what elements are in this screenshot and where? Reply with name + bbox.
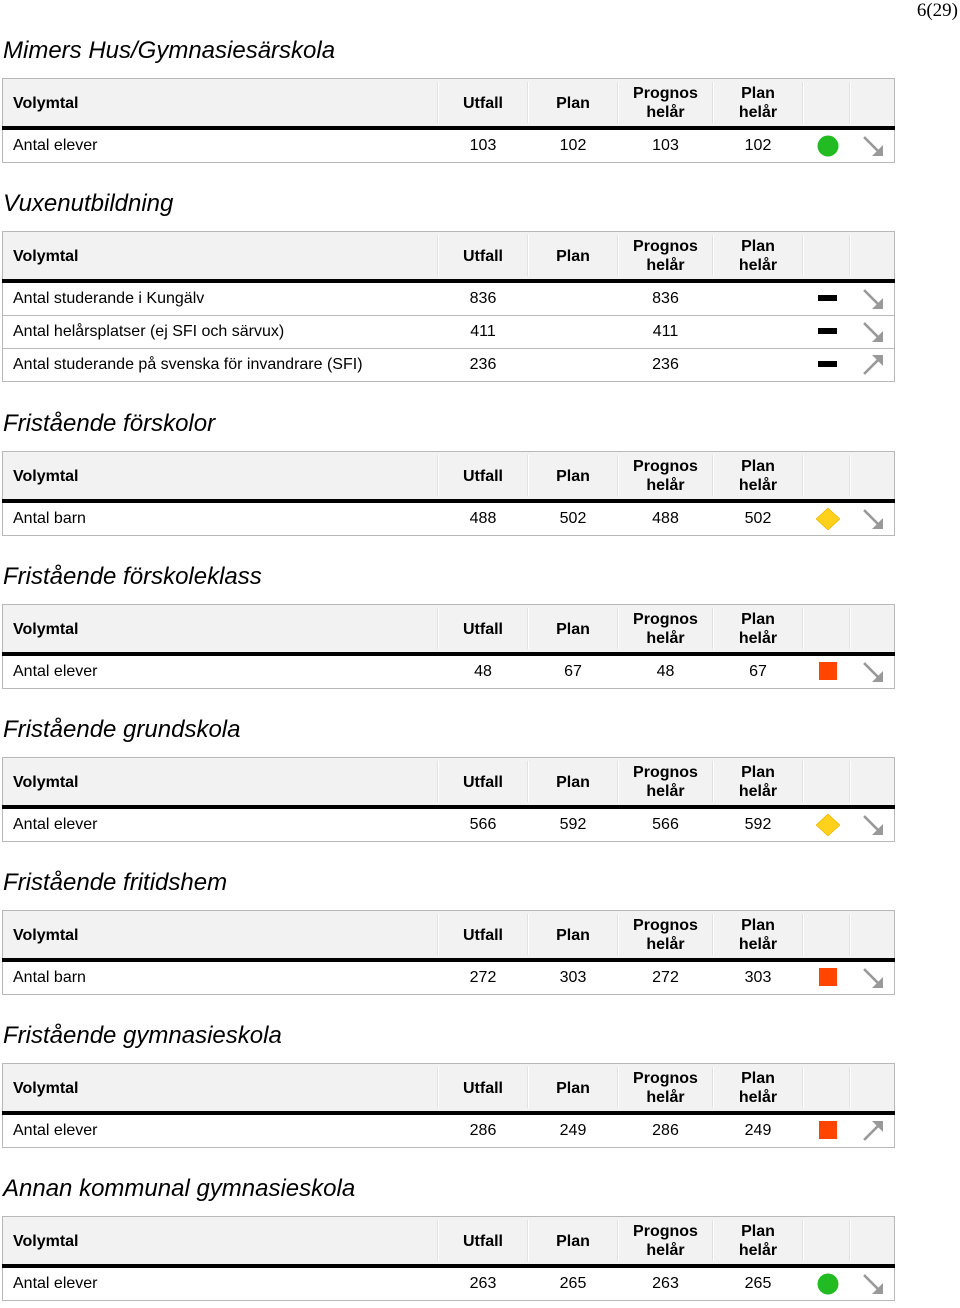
header-line: Plan	[741, 1223, 775, 1240]
row-utfall: 488	[469, 510, 497, 527]
status-red-square-icon	[816, 967, 840, 989]
arrow-up-right-icon	[861, 1120, 885, 1142]
row-name: Antal elever	[13, 1122, 98, 1139]
header-plan: Plan	[556, 620, 590, 638]
row-utfall: 236	[469, 356, 497, 373]
page-number: 6(29)	[916, 0, 958, 21]
row-plan: 303	[559, 969, 587, 986]
arrow-down-right-icon	[861, 814, 885, 836]
row-utfall: 48	[474, 663, 492, 680]
header-utfall: Utfall	[463, 773, 503, 791]
table-row	[2, 316, 895, 349]
row-name: Antal helårsplatser (ej SFI och särvux)	[13, 323, 285, 340]
header-line: helår	[738, 257, 778, 274]
header-line: helår	[646, 1242, 685, 1259]
row-utfall: 566	[469, 816, 497, 833]
header-plan-helar-lines	[739, 1069, 777, 1107]
header-volymtal: Volymtal	[13, 620, 79, 638]
header-line: helår	[646, 104, 685, 121]
row-name: Antal barn	[13, 969, 86, 986]
header-volymtal: Volymtal	[13, 1079, 79, 1097]
column-divider	[712, 235, 714, 276]
column-divider	[527, 1220, 529, 1261]
row-trend	[861, 354, 885, 376]
table-row	[2, 809, 895, 842]
status-green-circle-icon	[816, 135, 840, 157]
header-prognos-helar	[618, 1217, 713, 1265]
status-red-square-icon	[816, 661, 840, 683]
arrow-up-right-icon	[861, 354, 885, 376]
row-utfall: 286	[469, 1122, 497, 1139]
header-line: Prognos	[633, 917, 698, 934]
header-prognos-helar	[618, 232, 713, 280]
row-plan	[528, 316, 618, 348]
column-divider	[849, 1220, 851, 1261]
row-name: Antal elever	[13, 663, 98, 680]
arrow-down-right-icon	[861, 967, 885, 989]
section-title: Mimers Hus/Gymnasiesärskola	[3, 37, 336, 64]
row-trend	[861, 1120, 885, 1142]
column-divider	[437, 914, 439, 955]
header-plan: Plan	[556, 1232, 590, 1250]
column-divider	[712, 761, 714, 802]
row-plan	[528, 349, 618, 381]
volume-table	[2, 1216, 895, 1301]
table-row	[2, 656, 895, 689]
row-plan-helar: 303	[744, 969, 772, 986]
header-line: Plan	[741, 1070, 775, 1087]
column-divider	[437, 1067, 439, 1108]
header-line: Prognos	[633, 458, 698, 475]
status-dash-icon	[816, 354, 840, 376]
header-plan-helar	[713, 911, 803, 959]
header-line: helår	[738, 1089, 778, 1106]
header-plan-helar	[713, 605, 803, 653]
arrow-down-right-icon	[861, 288, 885, 310]
header-utfall: Utfall	[463, 620, 503, 638]
volume-table	[2, 757, 895, 842]
header-plan-helar-lines	[739, 237, 777, 275]
section-title: Vuxenutbildning	[3, 190, 174, 217]
row-prognos: 236	[652, 356, 679, 373]
column-divider	[712, 1067, 714, 1108]
header-volymtal: Volymtal	[13, 94, 79, 112]
column-divider	[849, 455, 851, 496]
row-trend	[861, 508, 885, 530]
arrow-down-right-icon	[861, 1273, 885, 1295]
row-plan-helar: 102	[744, 137, 772, 154]
arrow-down-right-icon	[861, 135, 885, 157]
header-plan: Plan	[556, 773, 590, 791]
column-divider	[712, 82, 714, 123]
header-utfall: Utfall	[463, 94, 503, 112]
header-line: helår	[646, 1089, 685, 1106]
row-plan: 102	[559, 137, 587, 154]
row-plan-helar: 502	[744, 510, 772, 527]
status-dash-icon	[816, 321, 840, 343]
section-title: Fristående gymnasieskola	[3, 1022, 282, 1049]
row-status	[816, 661, 840, 683]
column-divider	[527, 761, 529, 802]
header-plan-helar	[713, 452, 803, 500]
header-line: helår	[738, 1242, 778, 1259]
header-plan: Plan	[556, 926, 590, 944]
header-line: Plan	[741, 764, 775, 781]
status-red-square-icon	[816, 1120, 840, 1142]
row-status	[816, 321, 840, 343]
volume-table	[2, 910, 895, 995]
column-divider	[437, 761, 439, 802]
row-plan: 502	[559, 510, 587, 527]
row-status	[816, 135, 840, 157]
header-prognos-helar	[618, 758, 713, 806]
column-divider	[712, 608, 714, 649]
row-status	[816, 814, 840, 836]
header-line: helår	[646, 477, 685, 494]
table-row	[2, 349, 895, 382]
status-dash-icon	[816, 288, 840, 310]
table-row	[2, 1268, 895, 1301]
header-line: helår	[738, 630, 778, 647]
column-divider	[849, 235, 851, 276]
status-yellow-diamond-icon	[816, 814, 840, 836]
column-divider	[617, 1067, 619, 1108]
header-volymtal: Volymtal	[13, 926, 79, 944]
header-prognos-helar	[618, 911, 713, 959]
header-line: Prognos	[633, 1223, 698, 1240]
row-status	[816, 508, 840, 530]
header-prognos-lines	[633, 916, 698, 954]
row-prognos: 286	[652, 1122, 679, 1139]
row-status	[816, 354, 840, 376]
row-utfall: 263	[469, 1275, 497, 1292]
column-divider	[617, 235, 619, 276]
header-volymtal: Volymtal	[13, 1232, 79, 1250]
header-plan: Plan	[556, 247, 590, 265]
table-header	[2, 1063, 895, 1111]
column-divider	[617, 455, 619, 496]
header-plan-helar	[713, 758, 803, 806]
section-title: Fristående förskoleklass	[3, 563, 262, 590]
row-plan-helar	[713, 349, 803, 381]
column-divider	[802, 914, 804, 955]
column-divider	[437, 82, 439, 123]
column-divider	[802, 1220, 804, 1261]
column-divider	[617, 1220, 619, 1261]
table-header	[2, 451, 895, 499]
row-trend	[861, 321, 885, 343]
column-divider	[527, 1067, 529, 1108]
header-line: helår	[646, 257, 685, 274]
section-title: Annan kommunal gymnasieskola	[3, 1175, 356, 1202]
volume-table	[2, 451, 895, 536]
header-line: Prognos	[633, 238, 698, 255]
row-prognos: 103	[652, 137, 679, 154]
header-line: helår	[738, 783, 778, 800]
row-name: Antal barn	[13, 510, 86, 527]
header-prognos-lines	[633, 457, 698, 495]
header-plan-helar	[713, 232, 803, 280]
header-utfall: Utfall	[463, 1079, 503, 1097]
column-divider	[527, 608, 529, 649]
table-header	[2, 1216, 895, 1264]
header-line: helår	[738, 104, 778, 121]
header-prognos-helar	[618, 452, 713, 500]
table-row	[2, 962, 895, 995]
row-plan: 265	[559, 1275, 587, 1292]
header-volymtal: Volymtal	[13, 467, 79, 485]
header-line: Plan	[741, 238, 775, 255]
header-prognos-helar	[618, 79, 713, 127]
header-plan-helar-lines	[739, 916, 777, 954]
header-prognos-helar	[618, 605, 713, 653]
row-trend	[861, 967, 885, 989]
column-divider	[712, 914, 714, 955]
header-line: Prognos	[633, 85, 698, 102]
row-utfall: 272	[469, 969, 497, 986]
header-utfall: Utfall	[463, 926, 503, 944]
row-plan-helar: 592	[744, 816, 772, 833]
header-prognos-lines	[633, 84, 698, 122]
header-plan: Plan	[556, 94, 590, 112]
header-plan-helar	[713, 1217, 803, 1265]
column-divider	[802, 82, 804, 123]
row-utfall: 103	[469, 137, 497, 154]
row-plan	[528, 283, 618, 315]
table-row	[2, 503, 895, 536]
header-plan-helar-lines	[739, 763, 777, 801]
row-utfall: 836	[469, 290, 497, 307]
row-trend	[861, 1273, 885, 1295]
row-trend	[861, 661, 885, 683]
column-divider	[527, 455, 529, 496]
row-status	[816, 1120, 840, 1142]
row-utfall: 411	[470, 323, 496, 340]
table-header	[2, 78, 895, 126]
row-name: Antal studerande i Kungälv	[13, 290, 205, 307]
row-plan: 249	[559, 1122, 587, 1139]
row-status	[816, 1273, 840, 1295]
row-name: Antal elever	[13, 137, 98, 154]
section-title: Fristående fritidshem	[3, 869, 228, 896]
row-name: Antal elever	[13, 1275, 98, 1292]
volume-table	[2, 604, 895, 689]
column-divider	[849, 82, 851, 123]
header-line: Prognos	[633, 611, 698, 628]
row-status	[816, 967, 840, 989]
table-row	[2, 1115, 895, 1148]
header-line: helår	[646, 783, 685, 800]
column-divider	[802, 1067, 804, 1108]
header-line: Prognos	[633, 764, 698, 781]
header-line: helår	[738, 936, 778, 953]
column-divider	[802, 455, 804, 496]
header-line: Prognos	[633, 1070, 698, 1087]
column-divider	[849, 761, 851, 802]
row-prognos: 566	[652, 816, 679, 833]
column-divider	[437, 608, 439, 649]
section-title: Fristående grundskola	[3, 716, 241, 743]
column-divider	[617, 914, 619, 955]
volume-table	[2, 1063, 895, 1148]
header-plan-helar	[713, 1064, 803, 1112]
header-plan-helar-lines	[739, 457, 777, 495]
column-divider	[802, 608, 804, 649]
header-utfall: Utfall	[463, 247, 503, 265]
column-divider	[617, 761, 619, 802]
arrow-down-right-icon	[861, 321, 885, 343]
row-name: Antal studerande på svenska för invandrare (SFI)	[13, 356, 363, 373]
header-plan: Plan	[556, 1079, 590, 1097]
status-yellow-diamond-icon	[816, 508, 840, 530]
header-prognos-lines	[633, 610, 698, 648]
row-prognos: 272	[652, 969, 679, 986]
column-divider	[712, 1220, 714, 1261]
header-prognos-lines	[633, 1222, 698, 1260]
column-divider	[849, 914, 851, 955]
volume-table	[2, 78, 895, 163]
table-row	[2, 283, 895, 316]
header-line: Plan	[741, 917, 775, 934]
row-plan-helar	[713, 283, 803, 315]
row-trend	[861, 288, 885, 310]
table-header	[2, 910, 895, 958]
column-divider	[437, 235, 439, 276]
header-prognos-lines	[633, 1069, 698, 1107]
header-prognos-helar	[618, 1064, 713, 1112]
table-row	[2, 130, 895, 163]
column-divider	[802, 235, 804, 276]
column-divider	[437, 455, 439, 496]
header-utfall: Utfall	[463, 467, 503, 485]
header-plan-helar-lines	[739, 1222, 777, 1260]
table-header	[2, 231, 895, 279]
row-prognos: 263	[652, 1275, 679, 1292]
column-divider	[437, 1220, 439, 1261]
section-title: Fristående förskolor	[3, 410, 216, 437]
header-line: helår	[646, 936, 685, 953]
row-prognos: 411	[652, 323, 679, 340]
header-line: helår	[738, 477, 778, 494]
row-plan: 592	[559, 816, 587, 833]
table-header	[2, 604, 895, 652]
column-divider	[527, 235, 529, 276]
header-volymtal: Volymtal	[13, 773, 79, 791]
column-divider	[849, 1067, 851, 1108]
header-plan-helar	[713, 79, 803, 127]
volume-table	[2, 231, 895, 382]
header-plan-helar-lines	[739, 84, 777, 122]
arrow-down-right-icon	[861, 661, 885, 683]
row-plan: 67	[564, 663, 582, 680]
header-prognos-lines	[633, 237, 698, 275]
row-prognos: 48	[656, 663, 675, 680]
header-plan: Plan	[556, 467, 590, 485]
row-status	[816, 288, 840, 310]
header-prognos-lines	[633, 763, 698, 801]
header-line: Plan	[741, 85, 775, 102]
row-plan-helar	[713, 316, 803, 348]
header-line: Plan	[741, 611, 775, 628]
status-green-circle-icon	[816, 1273, 840, 1295]
row-prognos: 836	[652, 290, 679, 307]
row-plan-helar: 265	[744, 1275, 772, 1292]
arrow-down-right-icon	[861, 508, 885, 530]
row-trend	[861, 814, 885, 836]
header-line: Plan	[741, 458, 775, 475]
row-trend	[861, 135, 885, 157]
row-name: Antal elever	[13, 816, 98, 833]
header-line: helår	[646, 630, 685, 647]
header-plan-helar-lines	[739, 610, 777, 648]
row-prognos: 488	[652, 510, 679, 527]
column-divider	[617, 82, 619, 123]
header-volymtal: Volymtal	[13, 247, 79, 265]
column-divider	[802, 761, 804, 802]
row-plan-helar: 67	[749, 663, 767, 680]
header-utfall: Utfall	[463, 1232, 503, 1250]
column-divider	[527, 914, 529, 955]
column-divider	[849, 608, 851, 649]
row-plan-helar: 249	[744, 1122, 772, 1139]
table-header	[2, 757, 895, 805]
column-divider	[712, 455, 714, 496]
column-divider	[617, 608, 619, 649]
column-divider	[527, 82, 529, 123]
